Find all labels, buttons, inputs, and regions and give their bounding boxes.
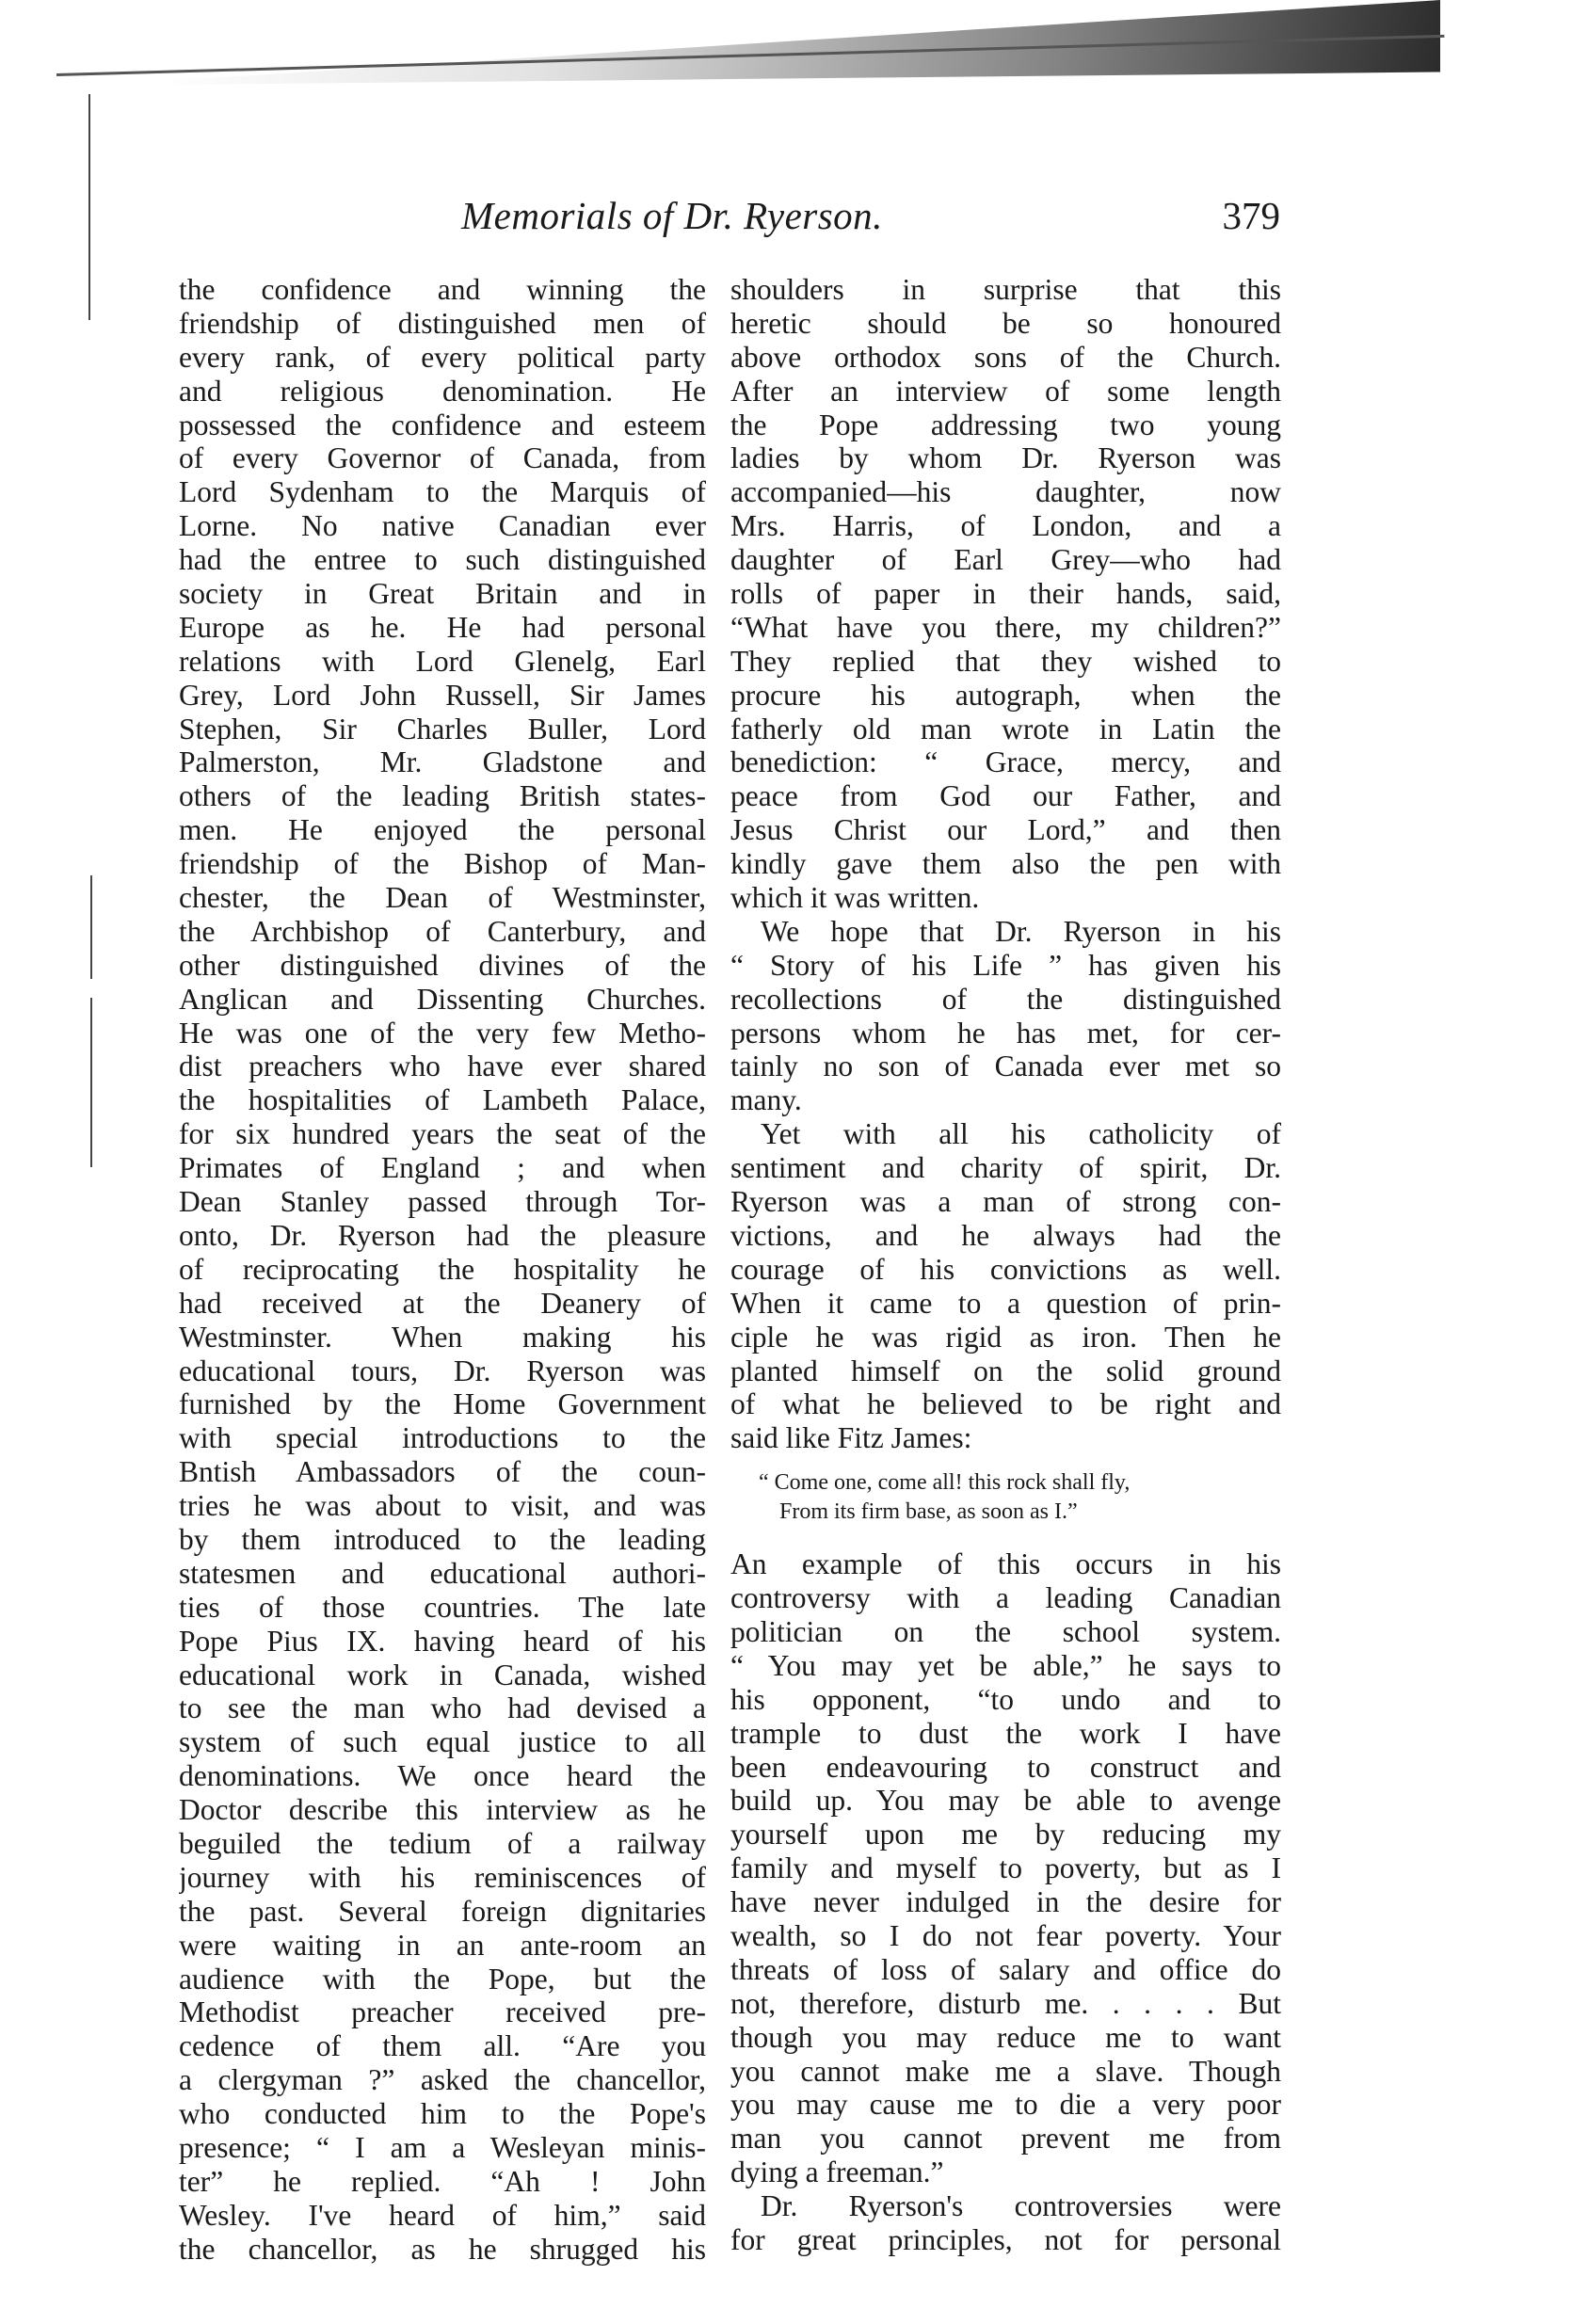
text-line: the chancellor, as he shrugged his	[179, 2232, 706, 2266]
text-line: Lorne. No native Canadian ever	[179, 509, 706, 543]
text-line: benediction: “ Grace, mercy, and	[730, 745, 1281, 779]
text-line: persons whom he has met, for cer-	[730, 1016, 1281, 1050]
text-line: build up. You may be able to avenge	[730, 1784, 1281, 1818]
text-line: denominations. We once heard the	[179, 1759, 706, 1793]
text-line: “What have you there, my children?”	[730, 610, 1281, 644]
text-line: wealth, so I do not fear poverty. Your	[730, 1918, 1281, 1952]
text-line: dist preachers who have ever shared	[179, 1050, 706, 1083]
margin-mark	[90, 875, 92, 979]
text-line: Stephen, Sir Charles Buller, Lord	[179, 712, 706, 745]
text-line: Ryerson was a man of strong con-	[730, 1185, 1281, 1219]
text-line: Doctor describe this interview as he	[179, 1793, 706, 1827]
text-line: who conducted him to the Pope's	[179, 2097, 706, 2131]
text-line: Dean Stanley passed through Tor-	[179, 1185, 706, 1219]
text-line: courage of his convictions as well.	[730, 1252, 1281, 1286]
text-line: of what he believed to be right and	[730, 1387, 1281, 1421]
text-line: by them introduced to the leading	[179, 1522, 706, 1556]
quote-line: From its firm base, as soon as I.”	[779, 1499, 1078, 1525]
text-line: Europe as he. He had personal	[179, 610, 706, 644]
text-line: possessed the confidence and esteem	[179, 408, 706, 441]
spacer	[730, 1455, 1281, 1468]
text-line: procure his autograph, when the	[730, 678, 1281, 712]
text-line: ciple he was rigid as iron. Then he	[730, 1320, 1281, 1354]
text-line: Westminster. When making his	[179, 1320, 706, 1354]
text-line: Grey, Lord John Russell, Sir James	[179, 678, 706, 712]
text-line: which it was written.	[730, 881, 980, 915]
text-line: ter” he replied. “Ah ! John	[179, 2164, 706, 2198]
text-line: When it came to a question of prin-	[730, 1286, 1281, 1320]
text-line: Methodist preacher received pre-	[179, 1995, 706, 2029]
text-line: Wesley. I've heard of him,” said	[179, 2198, 706, 2232]
text-line: you cannot make me a slave. Though	[730, 2054, 1281, 2088]
text-line: “ Story of his Life ” has given his	[730, 948, 1281, 982]
text-line: accompanied—his daughter, now	[730, 475, 1281, 509]
text-line: said like Fitz James:	[730, 1421, 972, 1455]
text-line: Anglican and Dissenting Churches.	[179, 982, 706, 1016]
text-line: journey with his reminiscences of	[179, 1860, 706, 1894]
text-line: shoulders in surprise that this	[730, 273, 1281, 306]
text-line: had received at the Deanery of	[179, 1286, 706, 1320]
text-line: man you cannot prevent me from	[730, 2122, 1281, 2156]
text-line: yourself upon me by reducing my	[730, 1818, 1281, 1851]
text-line: many.	[730, 1083, 802, 1117]
text-line: the Archbishop of Canterbury, and	[179, 914, 706, 948]
text-line: chester, the Dean of Westminster,	[179, 881, 706, 915]
text-line: and religious denomination. He	[179, 374, 706, 408]
text-line: for great principles, not for personal	[730, 2222, 1281, 2256]
text-line: daughter of Earl Grey—who had	[730, 543, 1281, 577]
text-line: of every Governor of Canada, from	[179, 441, 706, 475]
text-line: peace from God our Father, and	[730, 779, 1281, 813]
text-line: fatherly old man wrote in Latin the	[730, 712, 1281, 745]
text-line: audience with the Pope, but the	[179, 1962, 706, 1995]
text-line: He was one of the very few Metho-	[179, 1016, 706, 1050]
text-line: Bntish Ambassadors of the coun-	[179, 1455, 706, 1489]
page-header	[461, 193, 1280, 249]
text-line: dying a freeman.”	[730, 2156, 944, 2189]
text-line: Pope Pius IX. having heard of his	[179, 1624, 706, 1658]
text-line: Jesus Christ our Lord,” and then	[730, 813, 1281, 847]
text-line: ties of those countries. The late	[179, 1590, 706, 1624]
text-line: of reciprocating the hospitality he	[179, 1252, 706, 1286]
text-line: though you may reduce me to want	[730, 2020, 1281, 2054]
text-line: heretic should be so honoured	[730, 306, 1281, 340]
text-line: the past. Several foreign dignitaries	[179, 1894, 706, 1928]
text-line: his opponent, “to undo and to	[730, 1682, 1281, 1716]
quote-line: “ Come one, come all! this rock shall fly,	[759, 1470, 1131, 1496]
text-line: sentiment and charity of spirit, Dr.	[730, 1151, 1281, 1185]
text-line: Palmerston, Mr. Gladstone and	[179, 745, 706, 779]
text-line: Lord Sydenham to the Marquis of	[179, 475, 706, 509]
text-line: others of the leading British states-	[179, 779, 706, 813]
text-line: the hospitalities of Lambeth Palace,	[179, 1083, 706, 1117]
text-line: the Pope addressing two young	[730, 408, 1281, 441]
text-line: men. He enjoyed the personal	[179, 813, 706, 847]
text-line: had the entree to such distinguished	[179, 543, 706, 577]
text-line: for six hundred years the seat of the	[179, 1117, 706, 1151]
text-line: you may cause me to die a very poor	[730, 2088, 1281, 2122]
text-line: educational work in Canada, wished	[179, 1658, 706, 1691]
spacer	[730, 1527, 1281, 1547]
text-line: tries he was about to visit, and was	[179, 1489, 706, 1523]
text-line: victions, and he always had the	[730, 1218, 1281, 1252]
text-line: family and myself to poverty, but as I	[730, 1851, 1281, 1885]
text-line: kindly gave them also the pen with	[730, 847, 1281, 881]
text-line: Primates of England ; and when	[179, 1151, 706, 1185]
margin-mark	[88, 94, 90, 320]
text-line: statesmen and educational authori-	[179, 1556, 706, 1590]
text-line: politician on the school system.	[730, 1614, 1281, 1648]
text-line: were waiting in an ante-room an	[179, 1928, 706, 1962]
text-line: trample to dust the work I have	[730, 1716, 1281, 1750]
text-line: the confidence and winning the	[179, 273, 706, 306]
text-line: beguiled the tedium of a railway	[179, 1826, 706, 1860]
text-line: been endeavouring to construct and	[730, 1750, 1281, 1784]
text-line: Yet with all his catholicity of	[761, 1117, 1281, 1151]
text-line: tainly no son of Canada ever met so	[730, 1050, 1281, 1083]
text-line: controversy with a leading Canadian	[730, 1581, 1281, 1615]
text-line: planted himself on the solid ground	[730, 1354, 1281, 1387]
text-line: Dr. Ryerson's controversies were	[761, 2189, 1281, 2223]
text-line: furnished by the Home Government	[179, 1387, 706, 1421]
text-line: presence; “ I am a Wesleyan minis-	[179, 2130, 706, 2164]
text-line: a clergyman ?” asked the chancellor,	[179, 2063, 706, 2097]
text-line: have never indulged in the desire for	[730, 1885, 1281, 1919]
text-line: Mrs. Harris, of London, and a	[730, 509, 1281, 543]
text-line: rolls of paper in their hands, said,	[730, 577, 1281, 611]
text-line: society in Great Britain and in	[179, 577, 706, 611]
text-line: with special introductions to the	[179, 1421, 706, 1455]
left-column	[179, 273, 706, 2267]
text-line: They replied that they wished to	[730, 644, 1281, 678]
text-line: to see the man who had devised a	[179, 1691, 706, 1725]
margin-mark	[90, 998, 92, 1167]
text-line: other distinguished divines of the	[179, 948, 706, 982]
text-line: ladies by whom Dr. Ryerson was	[730, 441, 1281, 475]
text-line: friendship of the Bishop of Man-	[179, 847, 706, 881]
text-line: recollections of the distinguished	[730, 982, 1281, 1016]
text-line: friendship of distinguished men of	[179, 306, 706, 340]
text-line: onto, Dr. Ryerson had the pleasure	[179, 1218, 706, 1252]
text-line: relations with Lord Glenelg, Earl	[179, 644, 706, 678]
text-line: every rank, of every political party	[179, 340, 706, 374]
text-line: educational tours, Dr. Ryerson was	[179, 1354, 706, 1387]
text-line: cedence of them all. “Are you	[179, 2029, 706, 2063]
text-line: above orthodox sons of the Church.	[730, 340, 1281, 374]
text-line: “ You may yet be able,” he says to	[730, 1648, 1281, 1682]
text-line: threats of loss of salary and office do	[730, 1952, 1281, 1986]
page-number: 379	[1222, 194, 1280, 237]
running-title: Memorials of Dr. Ryerson.	[461, 194, 883, 237]
text-line: After an interview of some length	[730, 374, 1281, 408]
text-line: We hope that Dr. Ryerson in his	[761, 914, 1281, 948]
right-column	[730, 273, 1281, 2257]
text-line: not, therefore, disturb me. . . . . But	[730, 1986, 1281, 2020]
text-line: system of such equal justice to all	[179, 1725, 706, 1759]
text-line: An example of this occurs in his	[730, 1547, 1281, 1581]
